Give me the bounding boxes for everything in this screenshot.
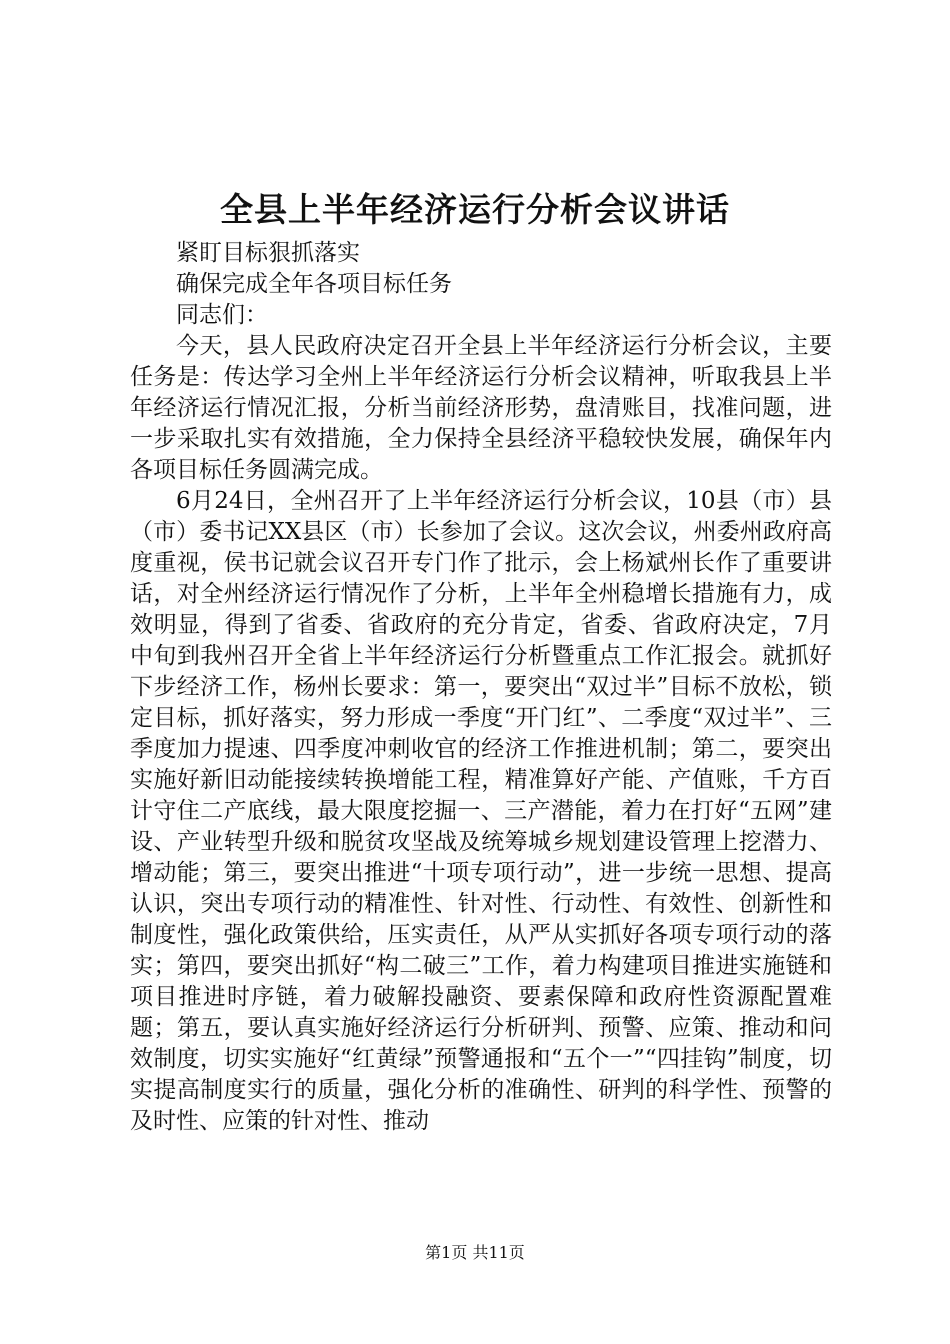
document-body <box>130 238 832 1137</box>
document-title: 全县上半年经济运行分析会议讲话 <box>220 190 730 229</box>
body-paragraph: 今天，县人民政府决定召开全县上半年经济运行分析会议，主要任务是：传达学习全州上半年经济运行分析会议精神，听取我县上半年经济运行情况汇报，分析当前经济形势，盘清账目，找准问题，进一步采取扎实有效措施，全力保持全县经济平稳较快发展，确保年内各项目标任务圆满完成。 <box>130 333 832 483</box>
body-paragraph: 6月24日，全州召开了上半年经济运行分析会议，10县（市）县（市）委书记XX县区（市）长参加了会议。这次会议，州委州政府高度重视，侯书记就会议召开专门作了批示，会上杨斌州长作了重要讲话，对全州经济运行情况作了分析，上半年全州稳增长措施有力，成效明显，得到了省委、省政府的充分肯定，省委、省政府决定，7月中旬到我州召开全省上半年经济运行分析暨重点工作汇报会。就抓好下步经济工作，杨州长要求：第一，要突出“双过半”目标不放松，锁定目标，抓好落实，努力形成一季度“开门红”、二季度“双过半”、三季度加力提速、四季度冲刺收官的经济工作推进机制；第二，要突出实施好新旧动能接续转换增能工程，精准算好产能、产值账，千方百计守住二产底线，最大限度挖掘一、三产潜能，着力在打好“五网”建设、产业转型升级和脱贫攻坚战及统筹城乡规划建设管理上挖潜力、增动能；第三，要突出推进“十项专项行动”，进一步统一思想、提高认识，突出专项行动的精准性、针对性、行动性、有效性、创新性和制度性，强化政策供给，压实责任，从严从实抓好各项专项行动的落实；第四，要突出抓好“构二破三”工作，着力构建项目推进实施链和项目推进时序链，着力破解投融资、要素保障和政府性资源配置难题；第五，要认真实施好经济运行分析研判、预警、应策、推动和问效制度，切实实施好“红黄绿”预警通报和“五个一”“四挂钩”制度，切实提高制度实行的质量，强化分析的准确性、研判的科学性、预警的及时性、应策的针对性、推动 <box>130 488 832 1134</box>
salutation: 同志们： <box>176 302 268 328</box>
subtitle-line-1: 紧盯目标狠抓落实 <box>176 240 360 266</box>
page-footer: 第1页 共11页 <box>425 1243 525 1262</box>
subtitle-line-2: 确保完成全年各项目标任务 <box>176 271 452 297</box>
